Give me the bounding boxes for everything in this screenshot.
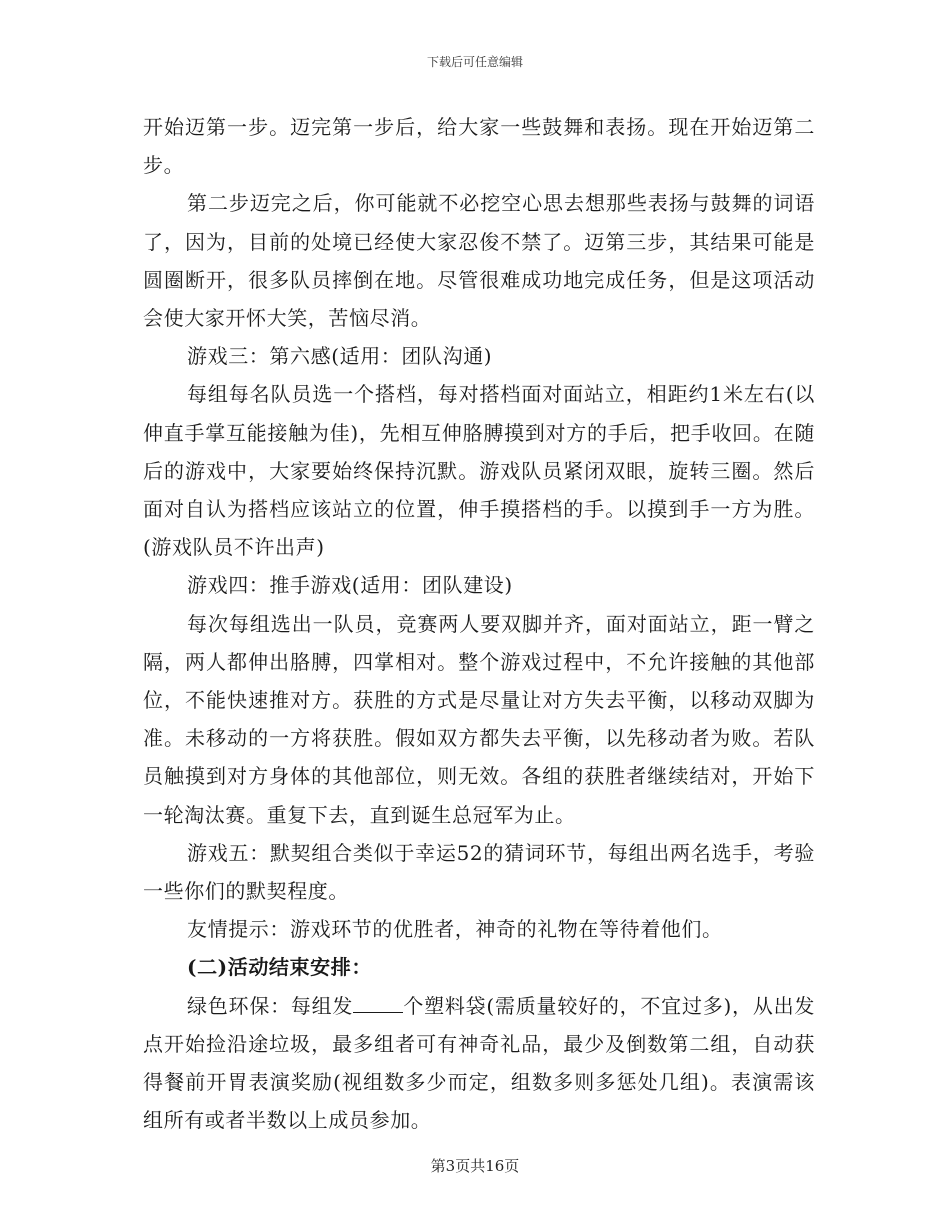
document-body <box>143 108 815 1139</box>
page-footer: 第3页共16页 <box>430 1157 520 1175</box>
game-three-description: 每组每名队员选一个搭档，每对搭档面对面站立，相距约1米左右(以伸直手掌互能接触为佳)，先相互伸胳膊摸到对方的手后，把手收回。在随后的游戏中，大家要始终保持沉默。游戏队员紧闭双眼，旋转三圈。然后面对自认为搭档应该站立的位置，伸手摸搭档的手。以摸到手一方为胜。(游戏队员不许出声) <box>143 382 815 560</box>
fill-in-blank <box>353 994 403 1013</box>
game-four-title: 游戏四：推手游戏(适用：团队建设) <box>187 573 513 598</box>
game-five-description: 游戏五：默契组合类似于幸运52的猜词环节，每组出两名选手，考验一些你们的默契程度。 <box>143 840 815 904</box>
game-three-title: 游戏三：第六感(适用：团队沟通) <box>187 344 493 369</box>
green-text-after-blank: 个塑料袋(需质量较好的，不宜过多)，从出发点开始捡沿途垃圾，最多组者可有神奇礼品，最少及倒数第二组，自动获得餐前开胃表演奖励(视组数多少而定，组数多则多惩处几组)。表演需该组所有或者半数以上成员参加。 <box>143 993 815 1133</box>
section-heading-closing: (二)活动结束安排： <box>187 955 372 980</box>
paragraph-continuation: 开始迈第一步。迈完第一步后，给大家一些鼓舞和表扬。现在开始迈第二步。 <box>143 115 815 178</box>
paragraph-step-two: 第二步迈完之后，你可能就不必挖空心思去想那些表扬与鼓舞的词语了，因为，目前的处境已经使大家忍俊不禁了。迈第三步，其结果可能是圆圈断开，很多队员摔倒在地。尽管很难成功地完成任务，但是这项活动会使大家开怀大笑，苦恼尽消。 <box>143 191 815 331</box>
paragraph-green-environment <box>143 987 815 1140</box>
game-four-description: 每次每组选出一队员，竞赛两人要双脚并齐，面对面站立，距一臂之隔，两人都伸出胳膊，四掌相对。整个游戏过程中，不允许接触的其他部位，不能快速推对方。获胜的方式是尽量让对方失去平衡，以移动双脚为准。未移动的一方将获胜。假如双方都失去平衡，以先移动者为败。若队员触摸到对方身体的其他部位，则无效。各组的获胜者继续结对，开始下一轮淘汰赛。重复下去，直到诞生总冠军为止。 <box>143 611 815 827</box>
friendly-tip: 友情提示：游戏环节的优胜者，神奇的礼物在等待着他们。 <box>187 917 723 942</box>
green-text-before-blank: 绿色环保：每组发 <box>187 993 354 1018</box>
page-header: 下载后可任意编辑 <box>426 55 523 69</box>
